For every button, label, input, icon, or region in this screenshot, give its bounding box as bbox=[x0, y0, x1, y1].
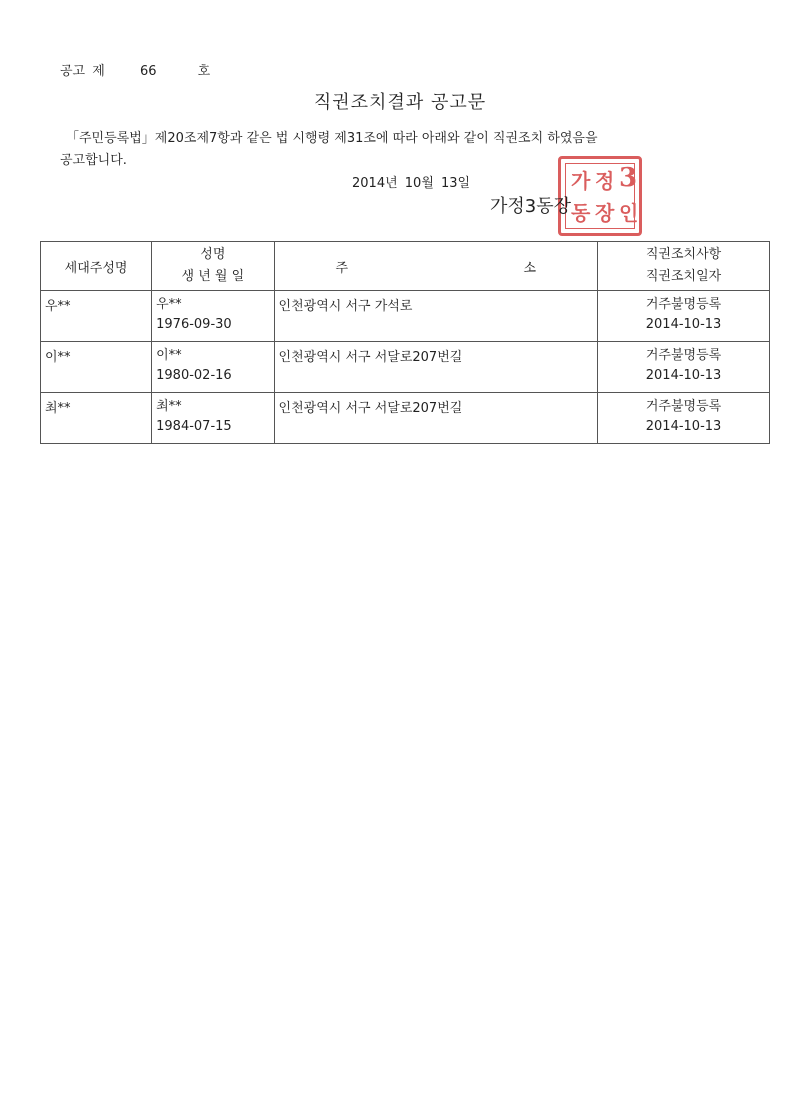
header-householder: 세대주성명 bbox=[41, 242, 152, 291]
cell-householder: 우** bbox=[41, 291, 152, 342]
cell-action bbox=[598, 342, 770, 393]
table-row bbox=[41, 342, 770, 393]
cell-action bbox=[598, 291, 770, 342]
cell-action-type: 거주불명등록 bbox=[645, 297, 722, 312]
cell-address: 인천광역시 서구 가석로 bbox=[274, 291, 598, 342]
notice-body-line-2: 공고합니다. bbox=[60, 153, 127, 168]
notice-body-line-1: 「주민등록법」제20조제7항과 같은 법 시행령 제31조에 따라 아래와 같이 직권조치 하였음을 bbox=[66, 131, 598, 146]
header-dob: 생 년 월 일 bbox=[181, 269, 245, 284]
header-action-type: 직권조치사항 bbox=[645, 247, 722, 262]
cell-address: 인천광역시 서구 서달로207번길 bbox=[274, 342, 598, 393]
header-name-dob bbox=[152, 242, 274, 291]
cell-name-dob bbox=[152, 393, 274, 444]
cell-address: 인천광역시 서구 서달로207번길 bbox=[274, 393, 598, 444]
cell-action-type: 거주불명등록 bbox=[645, 348, 722, 363]
cell-dob: 1976-09-30 bbox=[156, 317, 232, 332]
cell-name: 이** bbox=[156, 348, 182, 363]
header-action bbox=[598, 242, 770, 291]
official-seal-icon: 가 정 3 동 장 인 bbox=[558, 156, 642, 236]
header-name: 성명 bbox=[200, 247, 226, 262]
notice-number bbox=[60, 60, 210, 79]
cell-name-dob bbox=[152, 291, 274, 342]
cell-action-date: 2014-10-13 bbox=[645, 419, 722, 434]
header-address: 주 소 bbox=[274, 242, 598, 291]
cell-name-dob bbox=[152, 342, 274, 393]
cell-action-date: 2014-10-13 bbox=[645, 368, 722, 383]
notice-date: 2014년 10월 13일 bbox=[352, 176, 471, 191]
table-row bbox=[41, 291, 770, 342]
records-table bbox=[40, 241, 770, 444]
cell-name: 우** bbox=[156, 297, 182, 312]
header-action-date: 직권조치일자 bbox=[645, 269, 722, 284]
notice-number-value: 66 bbox=[139, 64, 157, 79]
signer-title: 가정3동장 bbox=[490, 196, 572, 217]
notice-number-suffix: 호 bbox=[197, 64, 211, 79]
notice-number-prefix: 공고 제 bbox=[60, 64, 105, 79]
cell-householder: 이** bbox=[41, 342, 152, 393]
cell-dob: 1984-07-15 bbox=[156, 419, 232, 434]
cell-name: 최** bbox=[156, 399, 182, 414]
table-header-row bbox=[41, 242, 770, 291]
table-row bbox=[41, 393, 770, 444]
cell-householder: 최** bbox=[41, 393, 152, 444]
cell-action bbox=[598, 393, 770, 444]
document-title: 직권조치결과 공고문 bbox=[313, 92, 487, 113]
cell-action-date: 2014-10-13 bbox=[645, 317, 722, 332]
cell-action-type: 거주불명등록 bbox=[645, 399, 722, 414]
cell-dob: 1980-02-16 bbox=[156, 368, 232, 383]
